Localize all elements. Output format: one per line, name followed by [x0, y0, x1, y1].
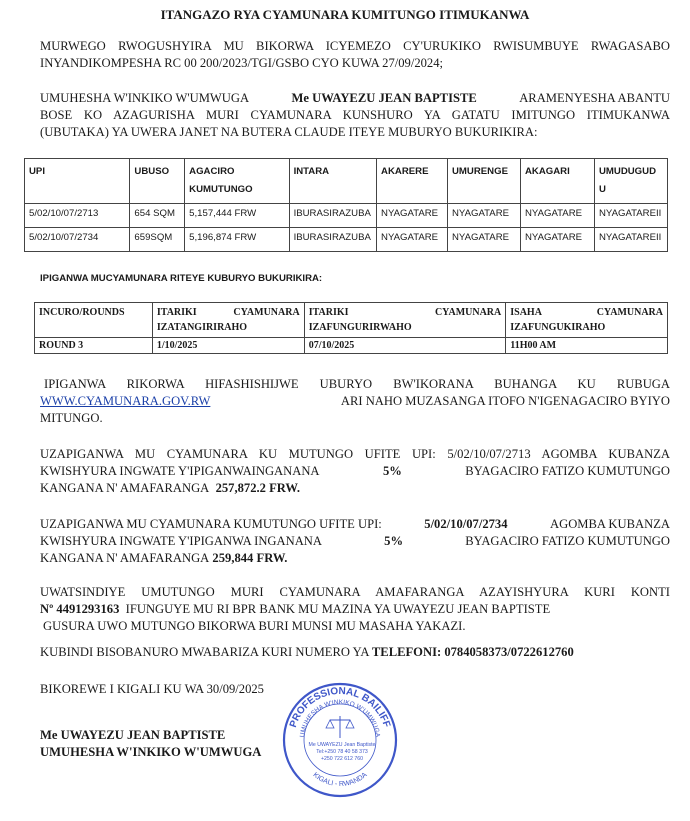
table-cell: NYAGATARE	[520, 228, 594, 252]
table-row	[35, 338, 668, 354]
contact-paragraph	[40, 644, 670, 661]
table-cell: 1/10/2025	[152, 338, 304, 354]
header-cell	[506, 303, 668, 338]
table-cell: NYAGATAREII	[594, 204, 667, 228]
header-word: ITARIKI	[308, 307, 349, 318]
deposit-paragraph-1	[40, 446, 670, 497]
table-cell: NYAGATAREII	[594, 228, 667, 252]
deposit2-text-b: AGOMBA KUBANZA	[550, 517, 670, 531]
announcement-line-3: (UBUTAKA) YA UWERA JANET NA BUTERA CLAUDE ITEYE MUBURYO BUKURIKIRA:	[40, 125, 538, 139]
property-table-header	[25, 159, 668, 204]
online-line-2	[40, 393, 670, 410]
table-cell: NYAGATARE	[520, 204, 594, 228]
deposit2-amount-label: KANGANA N' AMAFARANGA	[40, 551, 210, 565]
payment-paragraph	[40, 584, 670, 635]
bailiff-stamp	[280, 680, 400, 800]
payment-line-1: UWATSINDIYE UMUTUNGO MURI CYAMUNARA AMAFARANGA AZAYISHYURA KURI KONTI	[40, 585, 670, 599]
online-line-2-rest: ARI NAHO MUZASANGA ITOFO N'IGENAGACIRO BYIYO	[340, 394, 670, 408]
deposit1-percent: 5%	[382, 464, 402, 478]
header-cell	[152, 303, 304, 338]
table-cell: 654 SQM	[130, 204, 185, 228]
visit-line: GUSURA UWO MUTUNGO BIKORWA BURI MUNSI MU MASAHA YAKAZI.	[43, 619, 466, 633]
deposit2-amount: 259,844 FRW.	[212, 551, 288, 565]
announcement-line-2: BOSE KO AZAGURISHA MURI CYAMUNARA KUNSHURO YA GATATU IMITUNGO ITIMUKANWA	[40, 108, 670, 122]
header-cell: UBUSO	[130, 159, 185, 204]
stamp-line-2: Tel:+250 78 40 58 373	[316, 749, 368, 755]
payment-bank-text: IFUNGUYE MU RI BPR BANK MU MAZINA YA UWAYEZU JEAN BAPTISTE	[125, 602, 551, 616]
header-word: CYAMUNARA	[233, 307, 300, 318]
deposit2-text: KWISHYURA INGWATE Y'IPIGANWA INGANANA	[40, 534, 322, 548]
deposit2-line-2	[40, 533, 670, 550]
deposit2-text-c: BYAGACIRO FATIZO KUMUTUNGO	[465, 534, 670, 548]
contact-phones: TELEFONI: 0784058373/0722612760	[371, 645, 574, 659]
header-cell: AKARERE	[377, 159, 448, 204]
intro-line-1: MURWEGO RWOGUSHYIRA MU BIKORWA ICYEMEZO CY'URUKIKO RWISUMBUYE RWAGASABO	[40, 39, 670, 53]
table-cell: 5,196,874 FRW	[185, 228, 289, 252]
table-row	[25, 228, 668, 252]
header-word: ITARIKI	[156, 307, 197, 318]
table-cell: 5,157,444 FRW	[185, 204, 289, 228]
header-cell	[35, 303, 153, 338]
header-word: CYAMUNARA	[596, 307, 663, 318]
table-cell: IBURASIRAZUBA	[289, 204, 376, 228]
notice-title: ITANGAZO RYA CYAMUNARA KUMITUNGO ITIMUKANWA	[160, 7, 530, 22]
header-line: IZATANGIRIRAHO	[156, 322, 248, 333]
table-cell: IBURASIRAZUBA	[289, 228, 376, 252]
stamp-line-1: Me UWAYEZU Jean Baptiste	[308, 742, 376, 748]
header-cell: AKAGARI	[520, 159, 594, 204]
announcement-paragraph	[40, 90, 670, 141]
intro-line-2: INYANDIKOMPESHA RC 00 200/2023/TGI/GSBO CYO KUWA 27/09/2024;	[40, 56, 444, 70]
signatory-role: UMUHESHA W'INKIKO W'UMWUGA	[40, 745, 262, 759]
table-cell: NYAGATARE	[448, 228, 521, 252]
deposit1-text: KWISHYURA INGWATE Y'IPIGANWAINGANANA	[40, 464, 320, 478]
header-cell: AGACIRO KUMUTUNGO	[185, 159, 289, 204]
schedule-table	[34, 302, 668, 354]
deposit1-line-2	[40, 463, 670, 480]
header-cell: INTARA	[289, 159, 376, 204]
header-line: IZAFUNGURIRWAHO	[308, 322, 412, 333]
property-table	[24, 158, 668, 252]
announcement-suffix: ARAMENYESHA ABANTU	[519, 91, 670, 105]
date-line: BIKOREWE I KIGALI KU WA 30/09/2025	[40, 682, 264, 696]
online-line-3: MITUNGO.	[40, 411, 103, 425]
header-cell: UPI	[25, 159, 130, 204]
deposit-paragraph-2	[40, 516, 670, 567]
table-cell: NYAGATARE	[377, 204, 448, 228]
deposit1-amount: 257,872.2 FRW.	[215, 481, 301, 495]
payment-line-2	[40, 601, 670, 618]
deposit2-percent: 5%	[384, 534, 404, 548]
table-row	[25, 204, 668, 228]
header-line	[309, 305, 502, 320]
online-line-1: IPIGANWA RIKORWA HIFASHISHIJWE UBURYO BW'IKORANA BUHANGA KU RUBUGA	[44, 377, 670, 391]
announcement-line-1	[40, 90, 670, 107]
deposit1-line-1: UZAPIGANWA MU CYAMUNARA KU MUTUNGO UFITE UPI: 5/02/10/07/2713 AGOMBA KUBANZA	[40, 447, 670, 461]
table-cell: NYAGATARE	[377, 228, 448, 252]
stamp-line-3: +250 722 612 760	[321, 756, 363, 762]
intro-paragraph	[40, 38, 670, 72]
deposit2-upi: 5/02/10/07/2734	[424, 517, 508, 531]
header-line	[510, 305, 663, 320]
online-bidding-paragraph	[40, 376, 670, 427]
deposit2-line-3	[40, 550, 670, 567]
table-cell: 5/02/10/07/2713	[25, 204, 130, 228]
stamp-inner-text: UMUHESHA W'INKIKO W'UMWUGA	[299, 698, 381, 738]
announcement-prefix: UMUHESHA W'INKIKO W'UMWUGA	[40, 91, 250, 105]
contact-text: KUBINDI BISOBANURO MWABARIZA KURI NUMERO YA	[40, 645, 369, 659]
table-cell: ROUND 3	[35, 338, 153, 354]
header-line	[157, 305, 300, 320]
table-cell: 07/10/2025	[304, 338, 506, 354]
schedule-table-header	[35, 303, 668, 338]
bailiff-name: Me UWAYEZU JEAN BAPTISTE	[291, 91, 477, 105]
header-word: ISAHA	[510, 307, 542, 318]
account-number: Nº 4491293163	[40, 602, 120, 616]
table-cell: 659SQM	[130, 228, 185, 252]
cyamunara-website-link[interactable]: WWW.CYAMUNARA.GOV.RW	[40, 394, 211, 408]
stamp-top-text: PROFESSIONAL BAILIFF	[287, 685, 393, 729]
table-cell: NYAGATARE	[448, 204, 521, 228]
deposit1-amount-label: KANGANA N' AMAFARANGA	[40, 481, 210, 495]
header-cell: UMUDUGUD U	[594, 159, 667, 204]
deposit2-line-1	[40, 516, 670, 533]
header-line: INCURO/ROUNDS	[39, 307, 125, 318]
stamp-bottom-text: KIGALI - RWANDA	[311, 771, 369, 789]
header-cell: UMURENGE	[448, 159, 521, 204]
deposit1-text-b: BYAGACIRO FATIZO KUMUTUNGO	[465, 464, 670, 478]
header-word: CYAMUNARA	[434, 307, 502, 318]
deposit1-line-3	[40, 480, 670, 497]
deposit2-text-a: UZAPIGANWA MU CYAMUNARA KUMUTUNGO UFITE UPI:	[40, 517, 382, 531]
header-cell	[304, 303, 506, 338]
signatory-name: Me UWAYEZU JEAN BAPTISTE	[40, 728, 226, 742]
table-cell: 11H00 AM	[506, 338, 668, 354]
table-cell: 5/02/10/07/2734	[25, 228, 130, 252]
header-line: IZAFUNGUKIRAHO	[510, 322, 606, 333]
schedule-title: IPIGANWA MUCYAMUNARA RITEYE KUBURYO BUKURIKIRA:	[40, 273, 323, 284]
